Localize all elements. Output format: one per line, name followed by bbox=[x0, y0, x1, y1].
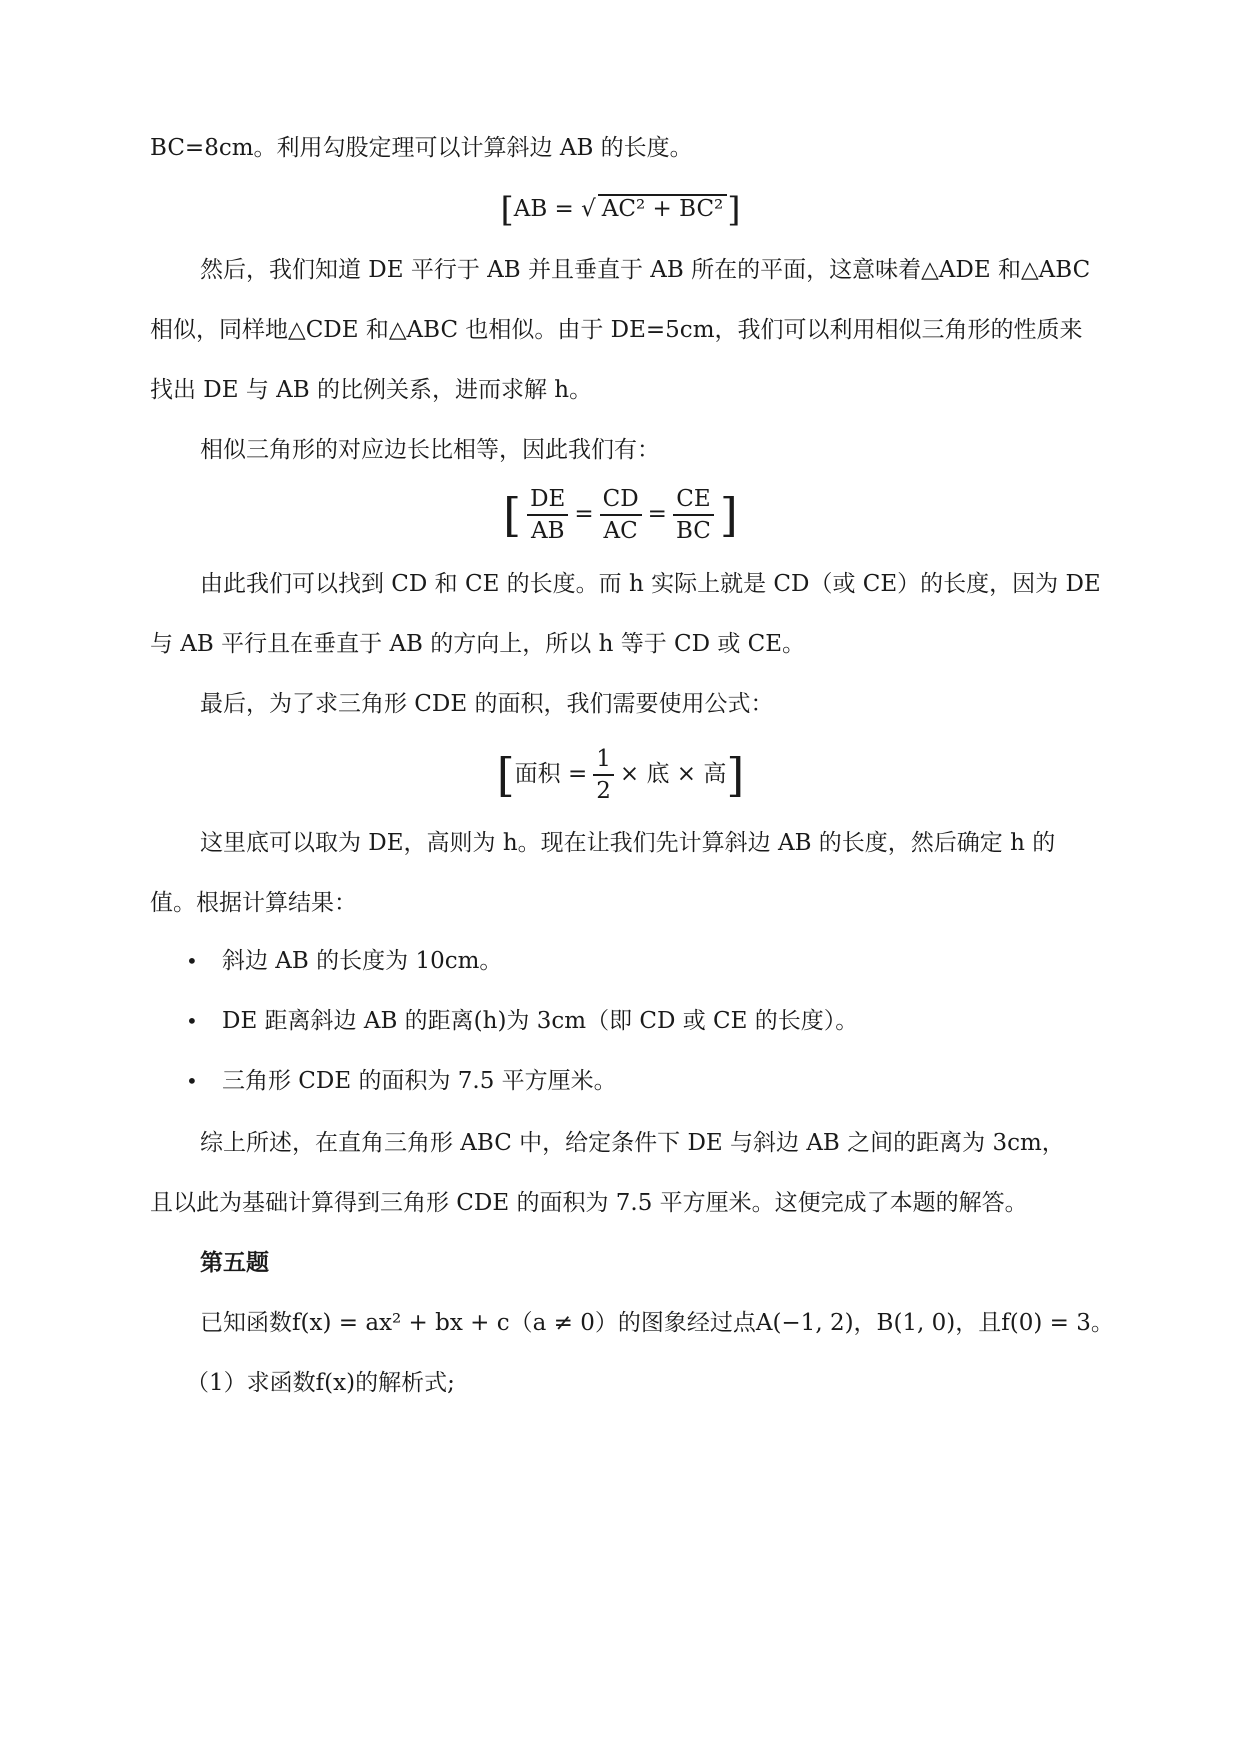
bracket-right: ] bbox=[726, 748, 745, 802]
formula-ratio bbox=[0, 484, 1241, 546]
list-item: DE 距离斜边 AB 的距离(h)为 3cm（即 CD 或 CE 的长度）。 bbox=[222, 1008, 859, 1034]
bullet-icon: • bbox=[186, 949, 198, 973]
text-line: 由此我们可以找到 CD 和 CE 的长度。而 h 实际上就是 CD（或 CE）的长度，因为 DE bbox=[200, 571, 1101, 597]
bullet-icon: • bbox=[186, 1069, 198, 1093]
text-line: 与 AB 平行且在垂直于 AB 的方向上，所以 h 等于 CD 或 CE。 bbox=[150, 631, 806, 657]
text-line: 且以此为基础计算得到三角形 CDE 的面积为 7.5 平方厘米。这便完成了本题的解答。 bbox=[150, 1190, 1028, 1216]
fraction: $\frac{CD}{AC}$ bbox=[600, 484, 642, 546]
sub-question: （1）求函数f(x)的解析式; bbox=[186, 1370, 455, 1396]
formula-rest: × 底 × 高 bbox=[619, 761, 727, 787]
text-line: 最后，为了求三角形 CDE 的面积，我们需要使用公式： bbox=[200, 691, 774, 717]
text-line: 这里底可以取为 DE，高则为 h。现在让我们先计算斜边 AB 的长度，然后确定 h 的 bbox=[200, 830, 1056, 856]
text-line: 找出 DE 与 AB 的比例关系，进而求解 h。 bbox=[150, 377, 593, 403]
fraction: $\frac{CE}{BC}$ bbox=[673, 484, 714, 546]
formula-radicand: AC² + BC² bbox=[598, 194, 727, 222]
formula-pythagoras bbox=[0, 190, 1241, 230]
bracket-left: [ bbox=[503, 488, 522, 542]
bracket-right: ] bbox=[719, 488, 738, 542]
problem-statement: 已知函数f(x) = ax² + bx + c（a ≠ 0）的图象经过点A(−1, 2)，B(1, 0)，且f(0) = 3。 bbox=[200, 1310, 1114, 1336]
text-line: BC=8cm。利用勾股定理可以计算斜边 AB 的长度。 bbox=[150, 135, 693, 161]
formula-eq: = bbox=[567, 761, 588, 787]
formula-area bbox=[0, 744, 1241, 806]
bracket-left: [ bbox=[496, 748, 515, 802]
formula-lhs: 面积 bbox=[514, 761, 561, 787]
sqrt-icon: √ bbox=[581, 196, 596, 222]
section-heading: 第五题 bbox=[200, 1249, 269, 1276]
fraction: $\frac{1}{2}$ bbox=[593, 744, 614, 806]
text-line: 然后，我们知道 DE 平行于 AB 并且垂直于 AB 所在的平面，这意味着△ADE 和△ABC bbox=[200, 257, 1091, 283]
formula-lhs: AB bbox=[513, 196, 548, 222]
formula-eq: = bbox=[647, 501, 667, 527]
text-line: 相似三角形的对应边长比相等，因此我们有： bbox=[200, 437, 660, 463]
bullet-icon: • bbox=[186, 1009, 198, 1033]
list-item: 三角形 CDE 的面积为 7.5 平方厘米。 bbox=[222, 1068, 617, 1094]
text-line: 相似，同样地△CDE 和△ABC 也相似。由于 DE=5cm，我们可以利用相似三角形的性质来 bbox=[150, 317, 1083, 343]
formula-eq: = bbox=[554, 196, 574, 222]
list-item: 斜边 AB 的长度为 10cm。 bbox=[222, 948, 503, 974]
text-line: 综上所述，在直角三角形 ABC 中，给定条件下 DE 与斜边 AB 之间的距离为 3cm， bbox=[200, 1130, 1065, 1156]
bracket-left: [ bbox=[500, 190, 514, 230]
text-line: 值。根据计算结果： bbox=[150, 890, 357, 916]
bracket-right: ] bbox=[727, 190, 741, 230]
formula-eq: = bbox=[574, 501, 594, 527]
fraction: $\frac{DE}{AB}$ bbox=[527, 484, 568, 546]
